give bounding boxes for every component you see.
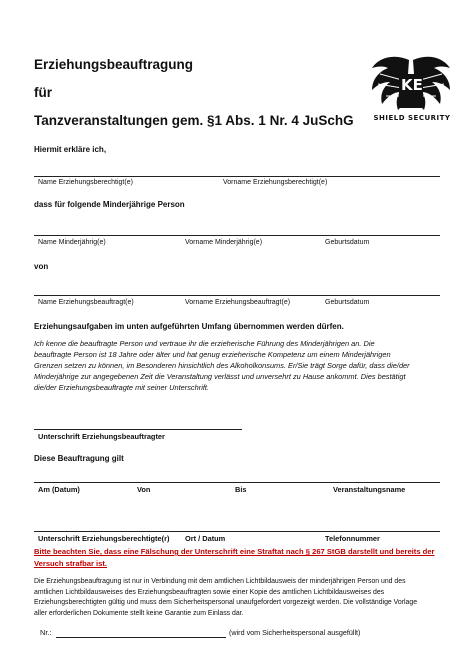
duties-line: die/der Erziehungsbeauftragte mit seiner Unterschrift. <box>34 383 209 392</box>
label-unterschrift-beauftragter: Unterschrift Erziehungsbeauftragter <box>38 432 165 441</box>
input-line-erziehungsberechtigt[interactable] <box>34 176 440 177</box>
input-line-minderjaehrig[interactable] <box>34 235 440 236</box>
footer-line: amtlichen Lichtbildausweises des Erziehungsbeauftragten sowie einer Kopie des amtlichen Lichtbildausweises des <box>34 588 385 596</box>
label-telefonnummer: Telefonnummer <box>325 534 380 543</box>
label-am-datum: Am (Datum) <box>38 485 80 494</box>
title-line-2: für <box>34 85 52 100</box>
footer-line: Erziehungsberechtigten gültig und muss dem Sicherheitspersonal unaufgefordert vorgezeigt werden. Die vollständige Vorlage <box>34 599 418 606</box>
warning-line: Versuch strafbar ist. <box>34 558 108 568</box>
signature-line-beauftragter[interactable] <box>34 429 242 430</box>
intro-minderjaehrige: dass für folgende Minderjährige Person <box>34 200 185 209</box>
label-unterschrift-erziehungsberechtigte: Unterschrift Erziehungsberechtigte(r) <box>38 534 170 543</box>
label-geburtsdatum-minderjaehrig: Geburtsdatum <box>325 239 370 246</box>
nr-input-line[interactable] <box>56 637 226 638</box>
label-vorname-erziehungsbeauftragt: Vorname Erziehungsbeauftragt(e) <box>185 299 291 306</box>
logo-monogram: KE <box>401 76 423 94</box>
label-name-erziehungsberechtigt: Name Erziehungsberechtigt(e) <box>38 179 133 186</box>
title-line-1: Erziehungsbeauftragung <box>34 57 194 72</box>
footer-line: Die Erziehungsbeauftragung ist nur in Verbindung mit dem amtlichen Lichtbildausweis der minderjährigen Person und des <box>34 578 406 585</box>
label-veranstaltungsname: Veranstaltungsname <box>333 485 406 494</box>
title-line-3: Tanzveranstaltungen gem. §1 Abs. 1 Nr. 4 JuSchG <box>34 113 354 128</box>
duties-text <box>34 338 444 393</box>
label-name-minderjaehrig: Name Minderjährig(e) <box>38 239 106 246</box>
duties-line: beauftragte Person ist 18 Jahre oder älter und hat genug erzieherische Kompetenz um einem Minderjährigen <box>34 350 391 359</box>
label-bis: Bis <box>235 485 247 494</box>
warning-line: Bitte beachten Sie, dass eine Fälschung der Unterschrift eine Straftat nach § 267 StGB darstellt und bereits der <box>34 547 435 556</box>
nr-label: Nr.: <box>40 628 52 637</box>
input-line-validity[interactable] <box>34 482 440 483</box>
intro-hiermit: Hiermit erkläre ich, <box>34 145 107 154</box>
duties-line: Ich kenne die beauftragte Person und vertraue ihr die erzieherische Führung des Minderjährigen an. Die <box>34 339 375 348</box>
intro-von: von <box>34 262 49 271</box>
signature-line-erziehungsberechtigte[interactable] <box>34 531 440 532</box>
label-vorname-minderjaehrig: Vorname Minderjährig(e) <box>185 239 263 246</box>
shield-security-logo <box>366 50 456 130</box>
label-vorname-erziehungsberechtigt: Vorname Erziehungsberechtigt(e) <box>223 179 328 186</box>
duties-heading: Erziehungsaufgaben im unten aufgeführten Umfang übernommen werden dürfen. <box>34 322 344 331</box>
nr-note: (wird vom Sicherheitspersonal ausgefüllt) <box>229 628 361 637</box>
label-ort-datum: Ort / Datum <box>185 534 226 543</box>
validity-heading: Diese Beauftragung gilt <box>34 454 124 463</box>
label-name-erziehungsbeauftragt: Name Erziehungsbeauftragt(e) <box>38 299 134 306</box>
duties-line: Grenzen setzen zu können, im Besonderen hinsichtlich des Alkoholkonsums. Er/Sie trägt Sorge dafür, dass die/der <box>34 361 410 370</box>
label-von: Von <box>137 485 151 494</box>
label-geburtsdatum-erziehungsbeauftragt: Geburtsdatum <box>325 299 370 306</box>
duties-line: Minderjährige zur angegebenen Zeit die Veranstaltung verlässt und unversehrt zu Hause ankommt. Dies bestätigt <box>34 372 406 381</box>
footer-notice <box>34 577 454 619</box>
forgery-warning <box>34 546 450 569</box>
input-line-erziehungsbeauftragt[interactable] <box>34 295 440 296</box>
footer-line: aller erforderlichen Dokumente stellt keine Garantie zum Einlass dar. <box>34 609 244 617</box>
logo-text: SHIELD SECURITY <box>373 114 451 122</box>
